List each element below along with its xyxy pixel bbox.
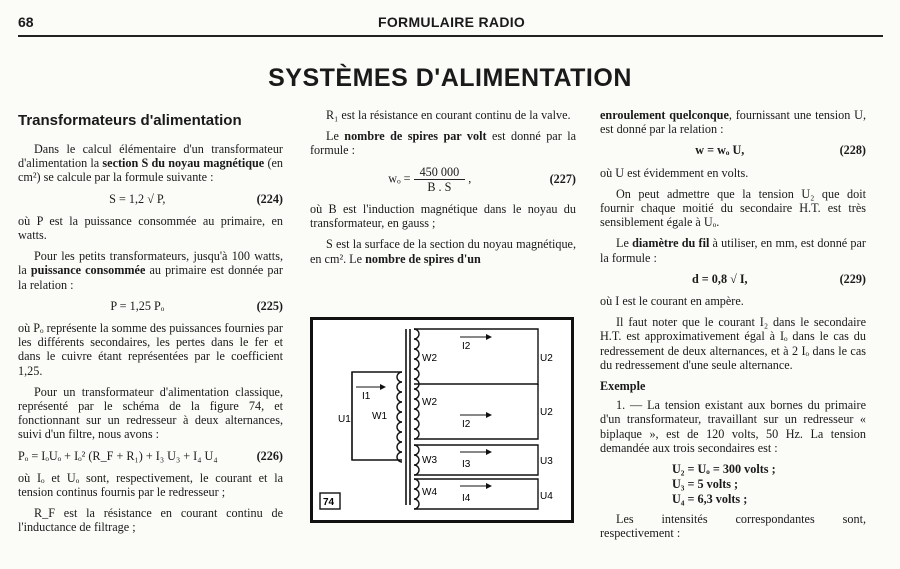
formula-number: (226) — [256, 448, 283, 463]
page-title: SYSTÈMES D'ALIMENTATION — [268, 64, 632, 92]
formula-229 — [600, 272, 866, 286]
emphasis: enroulement quelconque — [600, 108, 729, 122]
label-u2-upper: U2 — [540, 353, 553, 364]
figure-number: 74 — [323, 497, 335, 508]
formula-227 — [310, 165, 576, 194]
section-heading: Transformateurs d'alimentation — [18, 112, 242, 129]
formula-number: (228) — [839, 143, 866, 158]
transformer-schematic-figure — [310, 317, 574, 523]
fraction — [414, 165, 466, 194]
paragraph: Il faut noter que le courant I₂ dans le secondaire H.T. est approximativement égal à Iₒ dans le cas du redressement de deux alternances, et à 2 Iₒ dans le cas du redressement d'une seule alternance. — [600, 315, 866, 372]
text: S est la surface de la section du noyau magnétique, en cm². Le — [310, 237, 576, 266]
column-2 — [310, 108, 576, 273]
formula-lhs: wₒ = — [388, 171, 411, 186]
text: Pour les petits transformateurs, jusqu'à 100 watts, la — [18, 249, 283, 278]
paragraph: R_F est la résistance en courant continu de l'inductance de filtrage ; — [18, 506, 283, 535]
paragraph: Pour un transformateur d'alimentation classique, représenté par le schéma de la figure 74, et fonctionnant sur un redresseur à deux alternances, suivi d'un filtre, nous avons : — [18, 384, 283, 442]
formula-expression: S = 1,2 √ P, — [109, 191, 166, 206]
label-w4: W4 — [422, 487, 437, 498]
paragraph: R₁ est la résistance en courant continu de la valve. — [326, 108, 571, 122]
formula-224 — [18, 192, 283, 206]
column-3 — [600, 108, 866, 547]
paragraph: où P est la puissance consommée au primaire, en watts. — [18, 213, 283, 243]
running-title: FORMULAIRE RADIO — [378, 14, 526, 30]
formula-expression: Pₒ = IₒUₒ + Iₒ² (R_F + R₁) + I₃ U₃ + I₄ U₄ — [18, 448, 218, 463]
paragraph: 1. — La tension existant aux bornes du primaire d'un transformateur, travaillant sur un redresseur « biplaque », est de 120 volts, 50 Hz. La tension demandée aux trois secondaires est : — [600, 398, 866, 455]
text: est donné par la formule : — [310, 129, 577, 158]
emphasis: section S du noyau magnétique — [102, 156, 265, 171]
value-line: U₄ = 6,3 volts ; — [672, 492, 748, 507]
paragraph: où Pₒ représente la somme des puissances fournies par les différents secondaires, les pertes dans le fer et dans le cuivre étant représentées par le coefficient 1,25. — [18, 321, 283, 378]
page-number: 68 — [18, 14, 34, 30]
paragraph — [18, 249, 283, 292]
text: Le — [616, 236, 633, 251]
paragraph: où Iₒ et Uₒ sont, respectivement, le courant et la tension continus fournis par le redresseur ; — [18, 470, 283, 500]
label-u1: U1 — [338, 414, 351, 425]
formula-expression — [310, 165, 550, 194]
label-w1: W1 — [372, 411, 387, 422]
fraction-denominator: B . S — [427, 179, 452, 194]
value-line: U₃ = 5 volts ; — [672, 477, 739, 492]
value-line: U₂ = Uₒ = 300 volts ; — [672, 462, 776, 477]
paragraph: où U est évidemment en volts. — [600, 165, 749, 180]
formula-expression: w = wₒ U, — [695, 143, 745, 158]
fraction-numerator: 450 000 — [414, 165, 466, 180]
emphasis: puissance consommée — [30, 263, 146, 278]
emphasis: nombre de spires par volt — [344, 129, 487, 144]
text: à utiliser, en mm, est donné par la formule : — [600, 236, 866, 265]
paragraph — [310, 237, 576, 265]
label-i1: I1 — [362, 391, 371, 402]
formula-226 — [18, 449, 283, 463]
paragraph — [310, 129, 576, 157]
paragraph — [600, 108, 866, 136]
label-w2-upper: W2 — [422, 353, 437, 364]
text: (en cm²) se calcule par la formule suivante : — [18, 156, 283, 185]
paragraph — [600, 236, 866, 264]
label-i4: I4 — [462, 493, 471, 504]
example-heading: Exemple — [600, 379, 646, 394]
text: au primaire est donnée par la relation : — [18, 263, 283, 292]
paragraph: Les intensités correspondantes sont, respectivement : — [600, 512, 866, 541]
paragraph: où I est le courant en ampère. — [600, 294, 744, 309]
emphasis: diamètre du fil — [632, 236, 710, 251]
values-list — [672, 462, 866, 507]
label-i2-upper: I2 — [462, 341, 471, 352]
formula-separator: , — [468, 171, 472, 186]
formula-number: (224) — [256, 191, 283, 206]
label-u3: U3 — [540, 456, 553, 467]
paragraph: où B est l'induction magnétique dans le noyau du transformateur, en gauss ; — [310, 202, 576, 231]
label-w3: W3 — [422, 455, 437, 466]
formula-number: (225) — [256, 298, 283, 313]
header-rule — [18, 35, 883, 37]
paragraph: On peut admettre que la tension U₂ que doit fournir chaque moitié du secondaire H.T. est très sensiblement égale à Uₒ. — [600, 186, 866, 230]
label-u2-lower: U2 — [540, 407, 553, 418]
column-1 — [18, 108, 283, 542]
text: Dans le calcul élémentaire d'un transformateur d'alimentation la — [18, 142, 283, 171]
formula-expression: P = 1,25 Pₒ — [110, 298, 165, 313]
label-w2-lower: W2 — [422, 397, 437, 408]
paragraph — [18, 142, 283, 185]
label-u4: U4 — [540, 491, 553, 502]
label-i2-lower: I2 — [462, 419, 471, 430]
formula-number: (229) — [839, 271, 866, 286]
label-i3: I3 — [462, 459, 471, 470]
text: , fournissant une tension U, est donné par la relation : — [600, 108, 867, 137]
formula-228 — [600, 143, 866, 157]
formula-225 — [18, 299, 283, 313]
page-header — [0, 0, 900, 40]
formula-number: (227) — [549, 172, 576, 187]
emphasis: nombre de spires d'un — [365, 251, 481, 266]
formula-expression: d = 0,8 √ I, — [691, 271, 748, 286]
text: Le — [326, 129, 345, 144]
